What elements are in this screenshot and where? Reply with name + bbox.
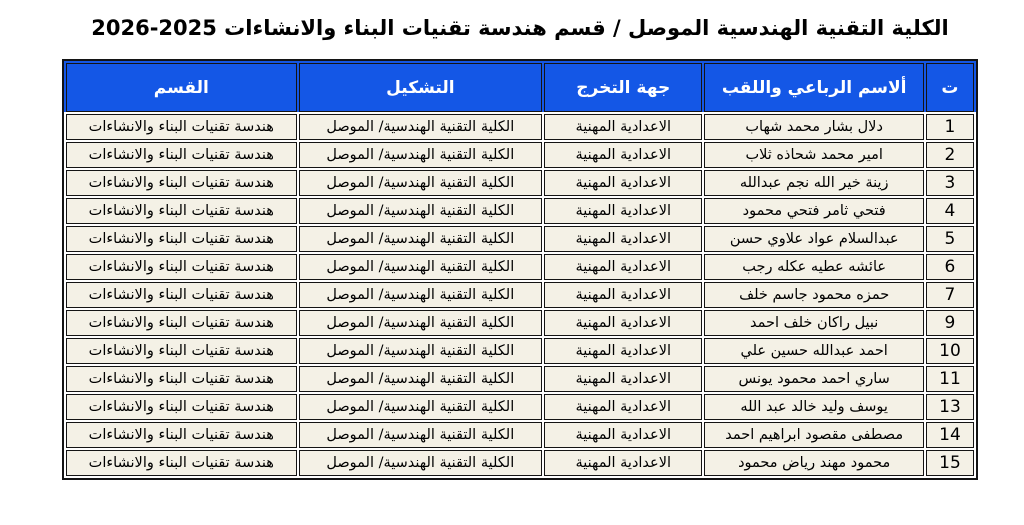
cell-no: 10 (926, 338, 974, 364)
cell-name: دلال بشار محمد شهاب (704, 114, 923, 140)
cell-formation: الكلية التقنية الهندسية/ الموصل (299, 226, 543, 252)
cell-no: 14 (926, 422, 974, 448)
cell-no: 3 (926, 170, 974, 196)
cell-grad: الاعدادية المهنية (544, 338, 702, 364)
cell-formation: الكلية التقنية الهندسية/ الموصل (299, 450, 543, 476)
cell-name: مصطفى مقصود ابراهيم احمد (704, 422, 923, 448)
cell-name: عبدالسلام عواد علاوي حسن (704, 226, 923, 252)
cell-grad: الاعدادية المهنية (544, 282, 702, 308)
cell-grad: الاعدادية المهنية (544, 198, 702, 224)
cell-grad: الاعدادية المهنية (544, 170, 702, 196)
cell-dept: هندسة تقنيات البناء والانشاءات (66, 226, 297, 252)
table-row (66, 142, 974, 168)
column-header-dept: القسم (66, 63, 297, 112)
cell-dept: هندسة تقنيات البناء والانشاءات (66, 422, 297, 448)
cell-no: 5 (926, 226, 974, 252)
cell-grad: الاعدادية المهنية (544, 142, 702, 168)
cell-formation: الكلية التقنية الهندسية/ الموصل (299, 338, 543, 364)
cell-no: 15 (926, 450, 974, 476)
cell-grad: الاعدادية المهنية (544, 226, 702, 252)
cell-formation: الكلية التقنية الهندسية/ الموصل (299, 310, 543, 336)
cell-name: نبيل راكان خلف احمد (704, 310, 923, 336)
cell-grad: الاعدادية المهنية (544, 114, 702, 140)
students-table (62, 59, 978, 480)
cell-dept: هندسة تقنيات البناء والانشاءات (66, 170, 297, 196)
table-row (66, 254, 974, 280)
table-header-row (66, 63, 974, 112)
table-row (66, 170, 974, 196)
cell-no: 11 (926, 366, 974, 392)
column-header-no: ت (926, 63, 974, 112)
cell-name: يوسف وليد خالد عبد الله (704, 394, 923, 420)
cell-dept: هندسة تقنيات البناء والانشاءات (66, 450, 297, 476)
cell-formation: الكلية التقنية الهندسية/ الموصل (299, 170, 543, 196)
table-row (66, 422, 974, 448)
cell-grad: الاعدادية المهنية (544, 394, 702, 420)
table-row (66, 198, 974, 224)
page-title: الكلية التقنية الهندسية الموصل / قسم هندسة تقنيات البناء والانشاءات 2025-2026 (91, 16, 949, 40)
cell-formation: الكلية التقنية الهندسية/ الموصل (299, 114, 543, 140)
cell-dept: هندسة تقنيات البناء والانشاءات (66, 254, 297, 280)
column-header-formation: التشكيل (299, 63, 543, 112)
table-row (66, 338, 974, 364)
cell-name: حمزه محمود جاسم خلف (704, 282, 923, 308)
cell-grad: الاعدادية المهنية (544, 366, 702, 392)
cell-formation: الكلية التقنية الهندسية/ الموصل (299, 198, 543, 224)
cell-formation: الكلية التقنية الهندسية/ الموصل (299, 282, 543, 308)
cell-dept: هندسة تقنيات البناء والانشاءات (66, 394, 297, 420)
cell-no: 1 (926, 114, 974, 140)
cell-name: زينة خير الله نجم عبدالله (704, 170, 923, 196)
cell-dept: هندسة تقنيات البناء والانشاءات (66, 114, 297, 140)
cell-formation: الكلية التقنية الهندسية/ الموصل (299, 366, 543, 392)
cell-grad: الاعدادية المهنية (544, 310, 702, 336)
column-header-grad: جهة التخرج (544, 63, 702, 112)
cell-dept: هندسة تقنيات البناء والانشاءات (66, 310, 297, 336)
cell-grad: الاعدادية المهنية (544, 422, 702, 448)
cell-dept: هندسة تقنيات البناء والانشاءات (66, 142, 297, 168)
students-table-wrap (62, 59, 978, 480)
cell-grad: الاعدادية المهنية (544, 254, 702, 280)
cell-name: امير محمد شحاذه ثلاب (704, 142, 923, 168)
cell-no: 7 (926, 282, 974, 308)
cell-dept: هندسة تقنيات البناء والانشاءات (66, 338, 297, 364)
cell-grad: الاعدادية المهنية (544, 450, 702, 476)
table-row (66, 310, 974, 336)
cell-formation: الكلية التقنية الهندسية/ الموصل (299, 394, 543, 420)
cell-dept: هندسة تقنيات البناء والانشاءات (66, 366, 297, 392)
cell-name: ساري احمد محمود يونس (704, 366, 923, 392)
cell-no: 9 (926, 310, 974, 336)
cell-name: محمود مهند رياض محمود (704, 450, 923, 476)
cell-formation: الكلية التقنية الهندسية/ الموصل (299, 254, 543, 280)
cell-no: 2 (926, 142, 974, 168)
cell-dept: هندسة تقنيات البناء والانشاءات (66, 198, 297, 224)
table-row (66, 450, 974, 476)
table-row (66, 226, 974, 252)
column-header-name: ألاسم الرباعي واللقب (704, 63, 923, 112)
cell-name: عائشه عطيه عكله رجب (704, 254, 923, 280)
cell-formation: الكلية التقنية الهندسية/ الموصل (299, 422, 543, 448)
cell-no: 6 (926, 254, 974, 280)
table-row (66, 282, 974, 308)
cell-no: 4 (926, 198, 974, 224)
table-row (66, 366, 974, 392)
cell-name: فتحي ثامر فتحي محمود (704, 198, 923, 224)
table-row (66, 394, 974, 420)
cell-formation: الكلية التقنية الهندسية/ الموصل (299, 142, 543, 168)
cell-no: 13 (926, 394, 974, 420)
cell-name: احمد عبدالله حسين علي (704, 338, 923, 364)
cell-dept: هندسة تقنيات البناء والانشاءات (66, 282, 297, 308)
table-row (66, 114, 974, 140)
